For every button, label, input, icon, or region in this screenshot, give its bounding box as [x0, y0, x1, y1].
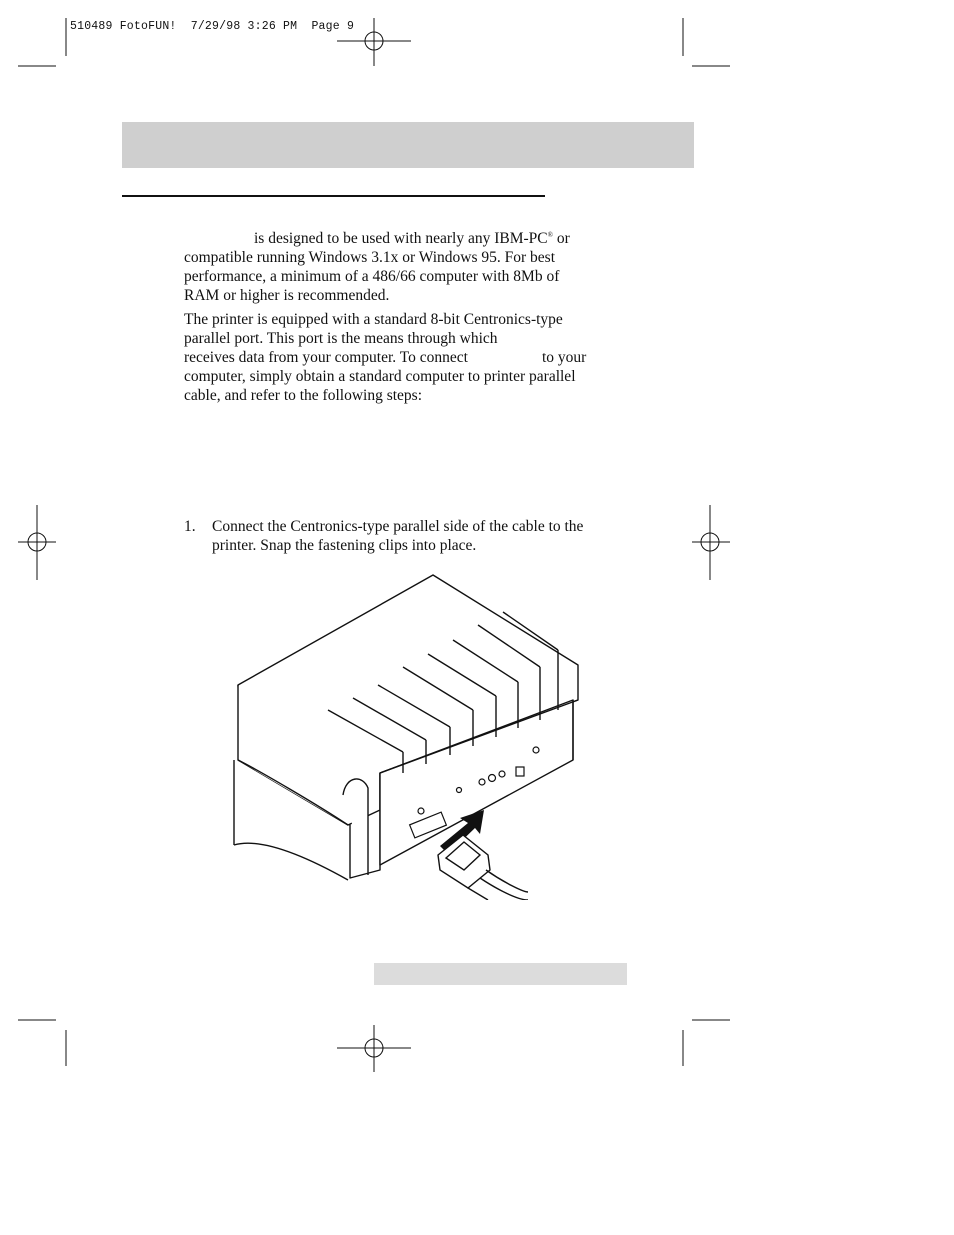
intro-line-2: compatible running Windows 3.1x or Windows 95. For best [184, 249, 556, 266]
print-slug-line: 510489 FotoFUN! 7/29/98 3:26 PM Page 9 [70, 20, 355, 33]
port-line-1: The printer is equipped with a standard 8-bit Centronics-type [184, 311, 563, 328]
header-banner [122, 122, 694, 168]
step-number: 1. [184, 518, 196, 535]
step-text-line-1: Connect the Centronics-type parallel side of the cable to the [212, 518, 584, 535]
port-line-5: cable, and refer to the following steps: [184, 387, 423, 404]
port-line-3: receives data from your computer. To connect to your [184, 349, 587, 366]
port-paragraph [184, 310, 634, 405]
intro-line-4: RAM or higher is recommended. [184, 287, 390, 304]
step-text-line-2: printer. Snap the fastening clips into place. [212, 537, 477, 554]
section-rule [122, 195, 545, 197]
port-line-2: parallel port. This port is the means through which [184, 330, 498, 347]
printer-illustration [228, 570, 588, 900]
intro-line-1: is designed to be used with nearly any IBM-PC® or [254, 230, 570, 247]
intro-line-3: performance, a minimum of a 486/66 computer with 8Mb of [184, 268, 560, 285]
intro-paragraph [184, 226, 634, 305]
port-line-4: computer, simply obtain a standard computer to printer parallel [184, 368, 576, 385]
footer-bar [374, 963, 627, 985]
